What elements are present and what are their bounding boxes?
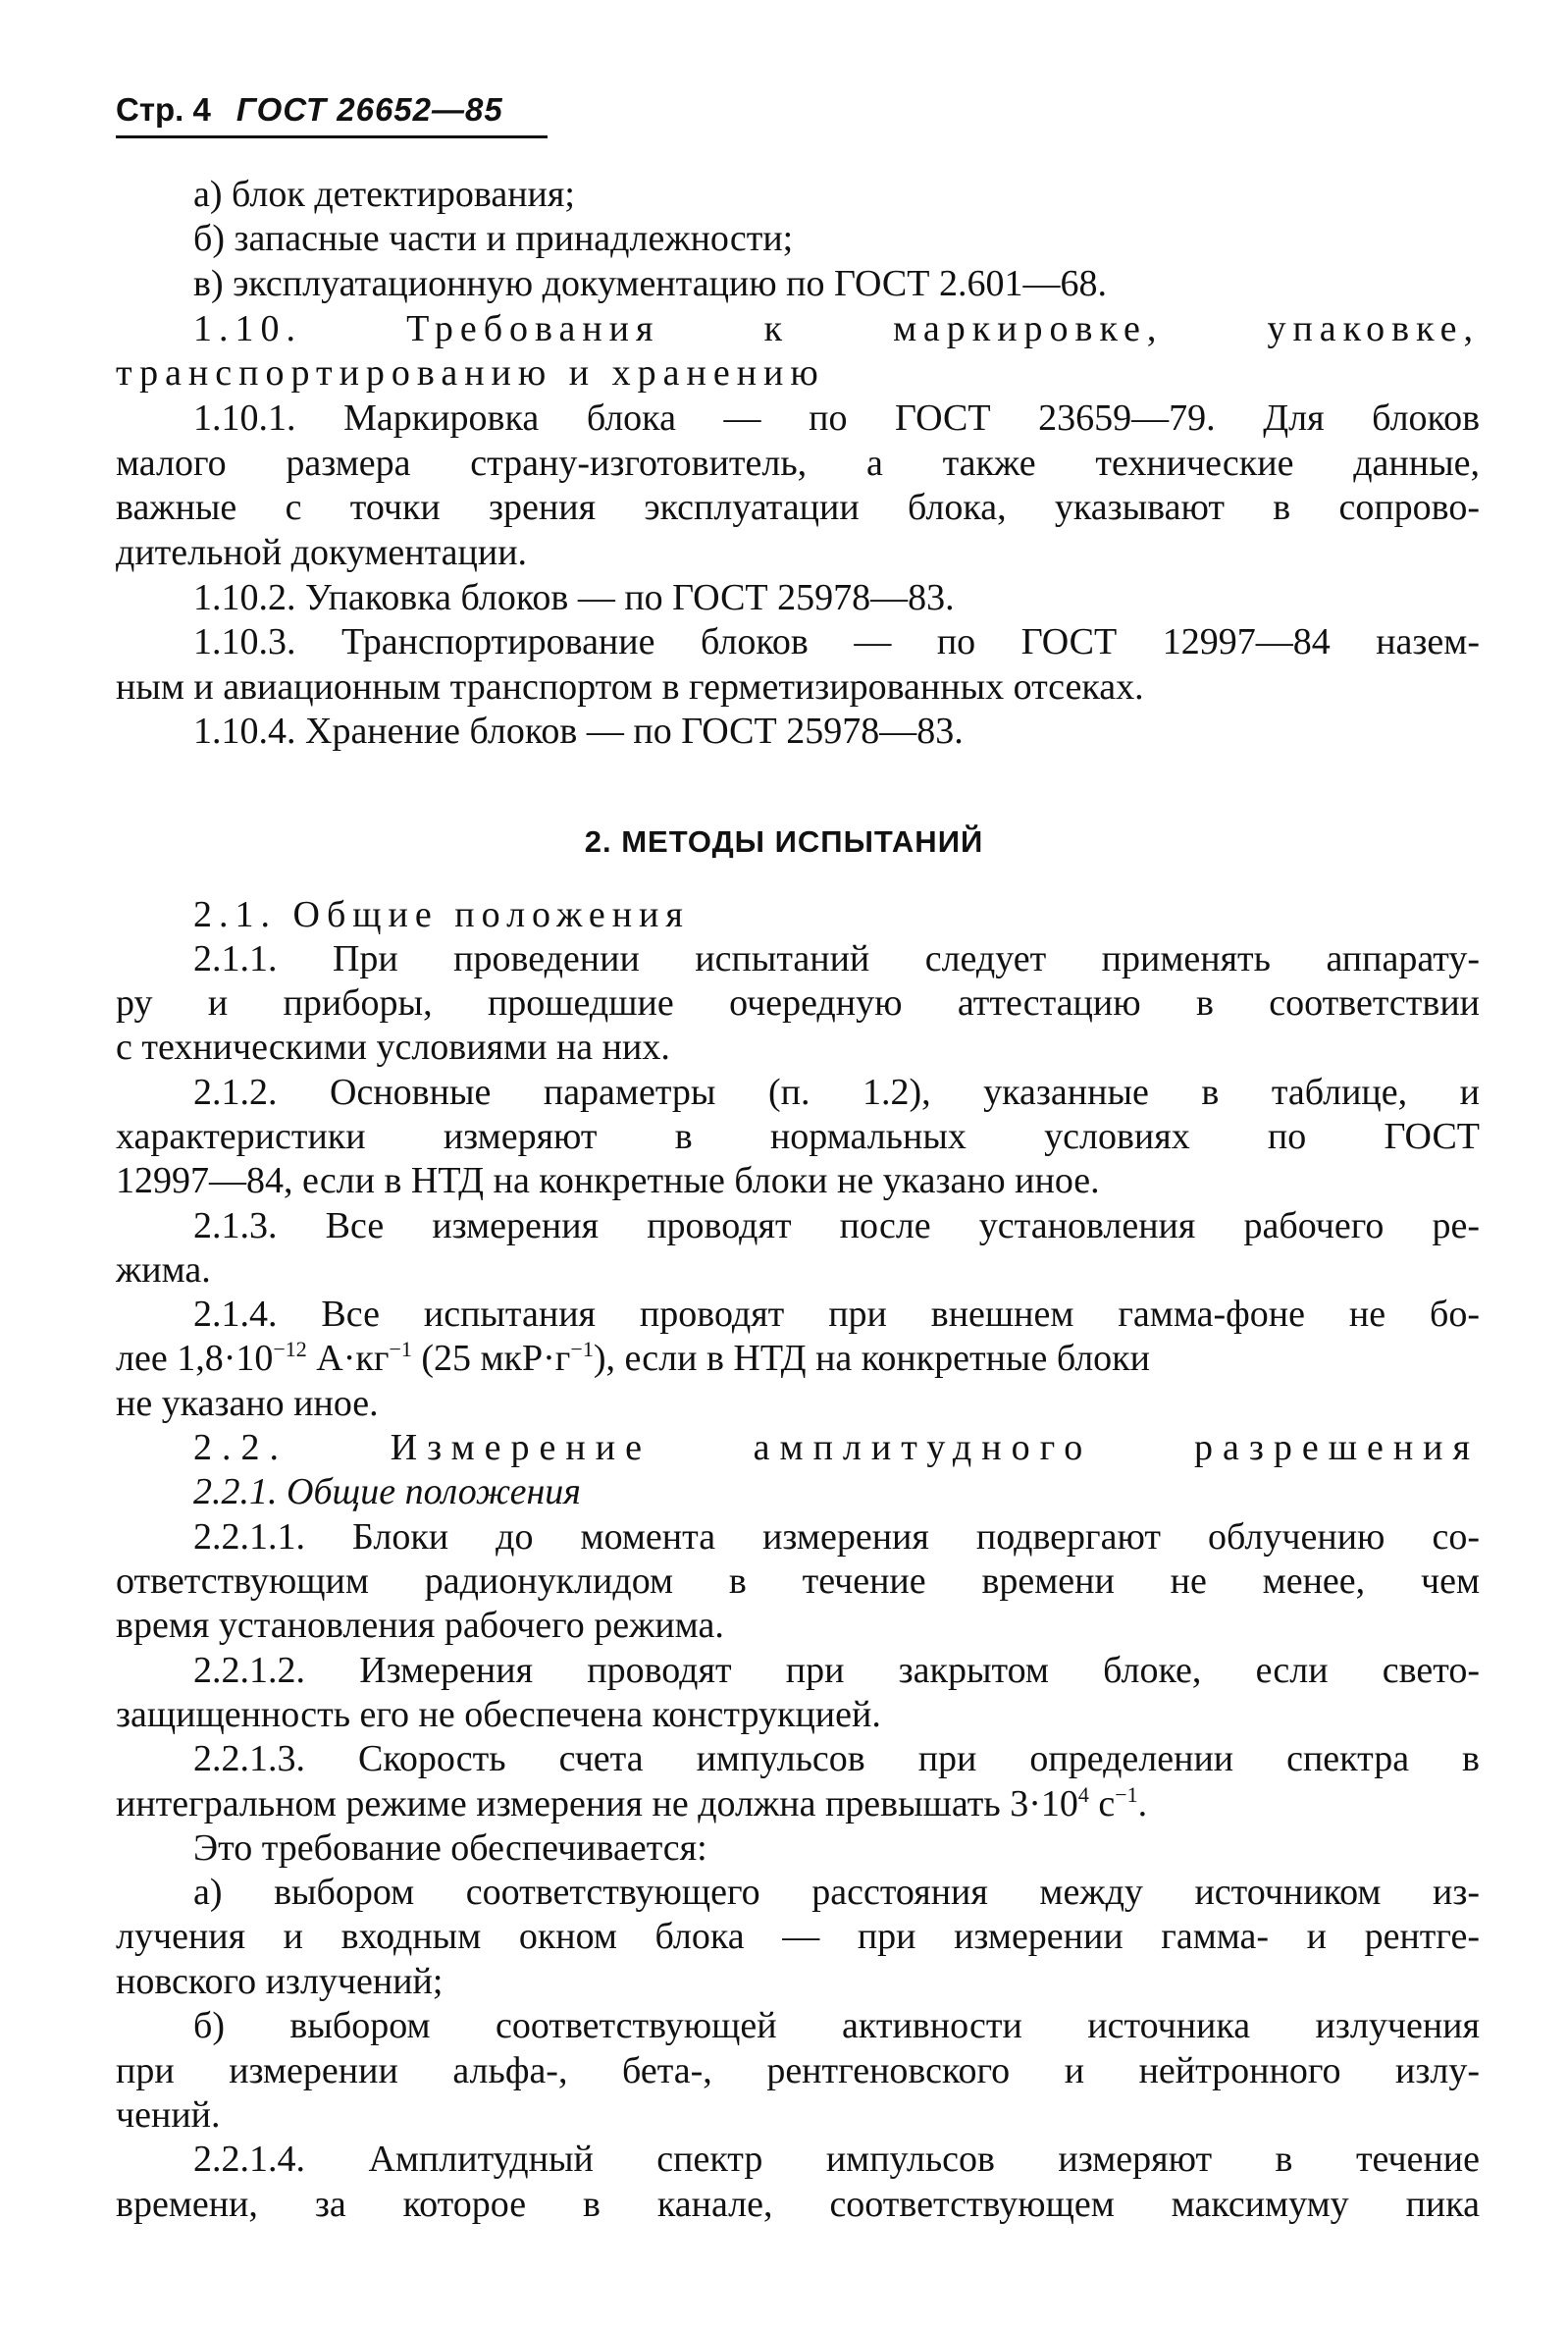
- clause-2-2-1-title: 2.2.1. Общие положения: [193, 1471, 581, 1512]
- clause-1-10-1-line: дительной документации.: [116, 532, 528, 573]
- clause-1-10-4: 1.10.4. Хранение блоков — по ГОСТ 25978—83.: [193, 711, 964, 752]
- clause-2-2-1-3-line: интегральном режиме измерения не должна превышать $3\cdot 10^4$ $с^{-1}$.: [116, 1782, 1148, 1824]
- clause-1-10-3-line: 1.10.3. Транспортирование блоков — по ГОСТ 12997—84 назем-: [193, 621, 1480, 662]
- requirement-a-line: а) выбором соответствующего расстояния между источником из-: [193, 1872, 1480, 1913]
- requirement-b-line: чений.: [116, 2094, 221, 2136]
- clause-2-2-1-1-line: 2.2.1.1. Блоки до момента измерения подвергают облучению со-: [193, 1516, 1480, 1558]
- requirement-a-line: лучения и входным окном блока — при измерении гамма- и рентге-: [116, 1916, 1480, 1957]
- clause-2-1-1-line: с техническими условиями на них.: [116, 1027, 670, 1068]
- clause-2-2-title: 2.2. Измерение амплитудного разрешения: [193, 1427, 1480, 1468]
- requirement-intro: Это требование обеспечивается:: [193, 1827, 707, 1869]
- clause-1-10-2: 1.10.2. Упаковка блоков — по ГОСТ 25978—83.: [193, 577, 955, 618]
- clause-2-2-1-4-line: времени, за которое в канале, соответствующем максимуму пика: [116, 2184, 1480, 2225]
- clause-2-1-2-line: характеристики измеряют в нормальных условиях по ГОСТ: [116, 1116, 1480, 1157]
- clause-2-1-3-line: жима.: [116, 1249, 211, 1291]
- list-item-b: б) запасные части и принадлежности;: [193, 218, 794, 259]
- clause-2-1-1-line: 2.1.1. При проведении испытаний следует применять аппарату-: [193, 938, 1480, 979]
- clause-1-10-1-line: важные с точки зрения эксплуатации блока, указывают в сопрово-: [116, 487, 1480, 528]
- clause-2-1-title: 2.1. Общие положения: [193, 894, 690, 935]
- clause-2-1-4-line: лее $1,8\cdot 10^{-12}$ $А\cdot кг^{-1}$ (25 $мкР\cdot г^{-1}$), если в НТД на конкретные блоки: [116, 1337, 1150, 1379]
- clause-2-2-1-1-line: ответствующим радионуклидом в течение времени не менее, чем: [116, 1560, 1480, 1602]
- clause-2-1-2-line: 12997—84, если в НТД на конкретные блоки не указано иное.: [116, 1160, 1100, 1201]
- clause-1-10-title: 1.10. Требования к маркировке, упаковке,: [193, 308, 1480, 349]
- clause-2-1-4-line: не указано иное.: [116, 1383, 379, 1424]
- clause-1-10-1-line: 1.10.1. Маркировка блока — по ГОСТ 23659—79. Для блоков: [193, 397, 1481, 439]
- clause-2-2-1-2-line: защищенность его не обеспечена конструкцией.: [116, 1694, 881, 1735]
- clause-2-1-1-line: ру и приборы, прошедшие очередную аттестацию в соответствии: [116, 982, 1480, 1024]
- requirement-b-line: б) выбором соответствующей активности источника излучения: [193, 2005, 1480, 2046]
- page-number: Стр. 4: [116, 91, 211, 128]
- list-item-v: в) эксплуатационную документацию по ГОСТ 2.601—68.: [193, 263, 1107, 304]
- clause-2-2-1-2-line: 2.2.1.2. Измерения проводят при закрытом блоке, если свето-: [193, 1650, 1480, 1691]
- section-2-heading: 2. МЕТОДЫ ИСПЫТАНИЙ: [584, 824, 984, 859]
- clause-2-2-1-1-line: время установления рабочего режима.: [116, 1605, 724, 1646]
- clause-2-1-4-line: 2.1.4. Все испытания проводят при внешнем гамма-фоне не бо-: [193, 1294, 1480, 1335]
- clause-2-2-1-4-line: 2.2.1.4. Амплитудный спектр импульсов измеряют в течение: [193, 2139, 1480, 2180]
- requirement-a-line: новского излучений;: [116, 1961, 444, 2002]
- clause-2-2-1-3-line: 2.2.1.3. Скорость счета импульсов при определении спектра в: [193, 1738, 1480, 1779]
- clause-2-1-3-line: 2.1.3. Все измерения проводят после установления рабочего ре-: [193, 1205, 1480, 1246]
- clause-1-10-3-line: ным и авиационным транспортом в герметизированных отсеках.: [116, 666, 1144, 708]
- clause-2-1-2-line: 2.1.2. Основные параметры (п. 1.2), указанные в таблице, и: [193, 1072, 1480, 1113]
- clause-1-10-title-cont: транспортированию и хранению: [116, 352, 825, 394]
- page-header: [116, 90, 548, 138]
- clause-1-10-1-line: малого размера страну-изготовитель, а также технические данные,: [116, 443, 1480, 484]
- standard-number: ГОСТ 26652—85: [235, 91, 503, 128]
- requirement-b-line: при измерении альфа-, бета-, рентгеновского и нейтронного излу-: [116, 2050, 1480, 2091]
- list-item-a: а) блок детектирования;: [193, 174, 575, 215]
